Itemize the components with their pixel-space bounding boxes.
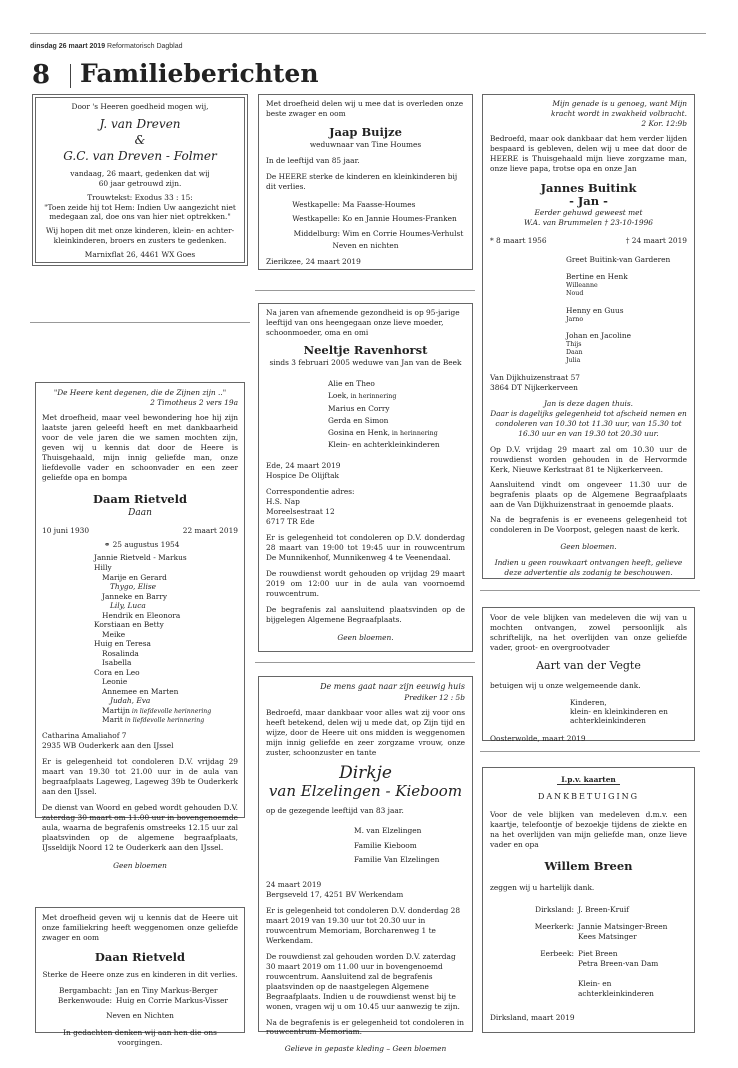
family-member-name: Judah, Eva [110, 696, 151, 706]
relative-names: Gosina en Henk, [328, 427, 390, 437]
family-member [94, 601, 238, 610]
family-member-name: Thygo, Elise [110, 582, 157, 592]
buitink-sub-1: Eerder gehuwd geweest met [534, 208, 643, 218]
newspaper-name: Reformatorisch Dagblad [107, 43, 183, 50]
family-member [94, 677, 238, 686]
elz-relative-1: M. van Elzelingen [354, 826, 422, 836]
buitink-home-1: Jan is deze dagen thuis. [543, 399, 634, 409]
relative-row [328, 390, 465, 402]
relative-names [578, 922, 667, 942]
family-member [94, 573, 238, 582]
buijze-intro: Met droefheid delen wij u mee dat is overleden onze beste zwager en oom [266, 99, 464, 118]
daan-names-1: Jan en Tiny Markus-Berger [116, 986, 218, 996]
buitink-died: † 24 maart 2019 [625, 236, 687, 246]
relative-row [328, 439, 465, 451]
family-member [94, 649, 238, 658]
daan-relatives [42, 986, 238, 1006]
buitink-home-2: Daar is dagelijks gelegenheid tot afscheid nemen en condoleren van 10.30 tot 11.30 uur, van 15.30 tot 16.30 uur en van 19.30 tot 20.30 uur. [490, 409, 687, 439]
buitink-nickname: - Jan - [569, 194, 608, 209]
buitink-after: Na de begrafenis is er eveneens gelegenheid tot condoleren in De Voorpost, gelegen naast de kerk. [490, 515, 687, 535]
family-member-name: Rosalinda [102, 648, 139, 658]
rietveld-intro: Met droefheid, maar veel bewondering hoe hij zijn laatste jaren geleefd heeft en met dankbaarheid voor de vele jaren die we samen mochten zijn, geven wij u kennis dat door de Heere is Thuisgehaald, mijn innig geliefde man, onze liefdevolle vader en schoonvader en een zeer geliefde opa en bompa [42, 412, 238, 482]
dreven-text: vandaag, 26 maart, gedenken dat wij 60 jaar getrouwd zijn. [70, 168, 210, 188]
relative-name: J. Breen-Kruif [578, 905, 629, 915]
title-divider [70, 64, 71, 88]
daan-footer: In gedachten denken wij aan hen die ons voorgingen. [63, 1028, 217, 1048]
family-parents: Johan en Jacoline [566, 330, 631, 340]
elz-relative-2: Familie Kieboom [354, 840, 417, 850]
family-member-note: in liefdevolle herinnering [122, 717, 205, 725]
separator [255, 290, 475, 291]
daan-nephews: Neven en Nichten [106, 1011, 174, 1021]
notice-aart-van-der-vegte [482, 607, 695, 744]
buitink-wife: Greet Buitink-van Garderen [566, 255, 671, 265]
dreven-hope: Wij hopen dit met onze kinderen, klein- en achter-kleinkinderen, broers en zusters te gedenken. [45, 226, 235, 246]
buijze-place-2: Westkapelle: [292, 214, 340, 224]
issue-date: dinsdag 26 maart 2019 [30, 43, 106, 50]
breen-intro: Voor de vele blijken van medeleven d.m.v. een kaartje, telefoontje of bezoekje tijdens de ziekte en na het overlijden van mijn geliefde man, onze lieve vader en opa [490, 809, 687, 849]
daan-place-1: Bergambacht: [59, 986, 112, 996]
relative-names: Gerda en Simon [328, 415, 389, 425]
vegte-signature [490, 699, 687, 726]
buijze-sub: weduwnaar van Tine Houmes [309, 140, 422, 150]
family-parents: Bertine en Henk [566, 272, 628, 282]
separator [255, 662, 475, 663]
buijze-nephews: Neven en nichten [332, 240, 399, 250]
dreven-name-1: J. van Dreven [99, 116, 181, 131]
ravenhorst-corr-2: Moreelsestraat 12 [266, 506, 335, 516]
relative-row [490, 922, 687, 942]
elz-intro: Bedroefd, maar dankbaar voor alles wat zij voor ons heeft betekend, delen wij u mede dat, op Zijn tijd en wijze, door de Heere uit ons midden is weggenomen mijn innig geliefde en zeer zorgzame vrouw, onze zuster, schoonzuster en tante [266, 707, 465, 757]
vegte-sig-2: klein- en kleinkinderen en [570, 706, 668, 716]
separator [30, 322, 250, 323]
vegte-sig-3: achterkleinkinderen [570, 715, 646, 725]
family-group [566, 306, 687, 324]
ravenhorst-name: Neeltje Ravenhorst [303, 342, 428, 357]
notice-jaap-buijze [258, 94, 473, 270]
separator [480, 751, 700, 752]
ravenhorst-corr-label: Correspondentie adres: [266, 486, 355, 496]
family-member [94, 592, 238, 601]
family-member-name: Leonie [102, 677, 128, 687]
breen-thanks: zeggen wij u hartelijk dank. [490, 883, 595, 893]
page-number: 8 [32, 60, 51, 90]
buitink-flowers: Geen bloemen. [560, 542, 617, 552]
relative-name: Petra Breen-van Dam [578, 959, 659, 969]
ravenhorst-sub: sinds 3 februari 2005 weduwe van Jan van de Beek [269, 358, 462, 368]
rietveld-married-row [42, 540, 238, 550]
elz-age: op de gezegende leeftijd van 83 jaar. [266, 806, 404, 816]
relative-row [328, 427, 465, 439]
vegte-footer: Oosterwolde, maart 2019 [490, 734, 586, 744]
elz-verse: De mens gaat naar zijn eeuwig huis [320, 682, 465, 691]
vegte-name: Aart van der Vegte [536, 658, 641, 672]
notice-dirkje-van-elzelingen [258, 676, 473, 1054]
relative-name: Kees Matsinger [578, 932, 637, 942]
rietveld-married: 25 augustus 1954 [112, 539, 180, 549]
buijze-name: Jaap Buijze [329, 124, 402, 139]
rietveld-wife: Jannie Rietveld - Markus [94, 553, 187, 563]
family-member-name: Annemee en Marten [102, 686, 179, 696]
family-group [566, 331, 687, 366]
buijze-place-3: Middelburg: [293, 228, 340, 238]
ravenhorst-relatives [266, 378, 465, 450]
ravenhorst-condolence: Er is gelegenheid tot condoleren op D.V. donderdag 28 maart van 19:00 tot 19:45 uur in rouwcentrum De Munnikenhof, Munnikenweg 4 te Veenendaal. [266, 532, 465, 562]
section-title: Familieberichten [80, 59, 319, 88]
elz-address: Bergseveld 17, 4251 BV Werkendam [266, 889, 404, 899]
vegte-thanks: betuigen wij u onze welgemeende dank. [490, 680, 641, 690]
ravenhorst-flowers: Geen bloemen. [337, 632, 394, 642]
buijze-names-2: Ko en Jannie Houmes-Franken [342, 214, 457, 224]
elz-flowers-1: Gelieve in gepaste kleding [284, 1044, 385, 1054]
elz-verse-ref: Prediker 12 : 5b [404, 692, 465, 702]
daan-names-2: Huig en Corrie Markus-Visser [116, 996, 228, 1006]
elz-flowers [266, 1044, 465, 1054]
buitink-service: Op D.V. vrijdag 29 maart zal om 10.30 uur de rouwdienst worden gehouden in de Hervormde Kerk, Nieuwe Kerkstraat 81 te Nijkerkerveen. [490, 445, 687, 475]
family-member-name: Marije en Gerard [102, 572, 167, 582]
family-child: Noud [566, 290, 584, 298]
dreven-verse-ref: Trouwtekst: Exodus 33 : 15: [87, 192, 193, 202]
relative-row [490, 949, 687, 969]
relative-note: in herinnering [389, 429, 438, 437]
vegte-intro: Voor de vele blijken van medeleven die wij van u mochten ontvangen, zowel persoonlijk als schriftelijk, na het overlijden van onze geliefde vader, groot- en overgrootvader [490, 613, 687, 652]
family-member-name: Janneke en Barry [102, 591, 168, 601]
family-member [94, 620, 238, 629]
buitink-address-2: 3864 DT Nijkerkerveen [490, 383, 578, 393]
breen-tag: I.p.v. kaarten [557, 775, 620, 785]
dreven-name-2: G.C. van Dreven - Folmer [63, 149, 217, 164]
breen-footer: Dirksland, maart 2019 [490, 1013, 575, 1023]
family-member [94, 658, 238, 667]
family-member-name: Marit [102, 715, 123, 725]
vegte-sig-1: Kinderen, [570, 697, 607, 707]
buijze-relatives [266, 198, 465, 240]
family-child: Thijs [566, 340, 582, 348]
notice-neeltje-ravenhorst [258, 303, 473, 652]
relative-names: Alie en Theo [328, 379, 375, 389]
ravenhorst-hospice: Hospice De Olijftak [266, 470, 339, 480]
ravenhorst-corr-1: H.S. Nap [266, 496, 300, 506]
rietveld-name: Daam Rietveld [92, 491, 187, 506]
family-child: Willeanne [566, 282, 598, 290]
notice-van-dreven [35, 97, 245, 263]
elz-relatives [266, 824, 465, 867]
rietveld-family [42, 553, 238, 725]
buitink-verse: Mijn genade is u genoeg, want Mijn kracht wordt in zwakheid volbracht. [550, 99, 687, 118]
daan-name: Daan Rietveld [94, 949, 186, 964]
relative-place: Dirksland: [535, 905, 574, 915]
family-member-name: Lily, Luca [110, 601, 146, 611]
elz-date: 24 maart 2019 [266, 879, 322, 889]
family-member [94, 582, 238, 591]
separator [480, 590, 700, 591]
relative-name: Piet Breen [578, 949, 618, 959]
buitink-verse-ref: 2 Kor. 12:9b [641, 118, 687, 128]
family-member [94, 630, 238, 639]
relative-names: Klein- en achterkleinkinderen [328, 439, 440, 449]
dreven-address: Marnixflat 26, 4461 WX Goes [84, 250, 196, 260]
rings-icon: ⚭ [104, 539, 111, 549]
relative-name: Jannie Matsinger-Breen [578, 922, 668, 932]
relative-note: in herinnering [348, 393, 397, 401]
buijze-names-1: Ma Faasse-Houmes [342, 200, 416, 210]
buijze-footer: Zierikzee, 24 maart 2019 [266, 256, 361, 266]
buijze-age: In de leeftijd van 85 jaar. [266, 156, 360, 166]
elz-condolence: Er is gelegenheid tot condoleren D.V. donderdag 28 maart 2019 van 19.30 uur tot 20.30 uur in rouwcentrum Memoriam, Borcharenweg 1 te Werkendam. [266, 905, 461, 945]
notice-daan-rietveld [35, 907, 245, 1048]
rietveld-condolence: Er is gelegenheid tot condoleren D.V. vrijdag 29 maart van 19.30 tot 21.00 uur in de aula van begraafplaats Lageweg, Lageweg 39b te Ouderkerk aan den IJssel. [42, 757, 238, 797]
buitink-burial: Aansluitend vindt om ongeveer 11.30 uur de begrafenis plaats op de Algemene Begraafplaats aan de Van Dijkhuizenstraat in genoemde plaats. [490, 480, 687, 510]
elz-dash: – [386, 1044, 391, 1054]
dreven-verse: "Toen zeide hij tot Hem: Indien Uw aangezicht niet medegaan zal, doe ons van hier niet optrekken." [44, 202, 236, 222]
buitink-sub-2: W.A. van Brummelen † 23-10-1996 [524, 218, 653, 228]
family-member-note: in liefdevolle herinnering [129, 707, 212, 715]
family-member-name: Isabella [102, 658, 132, 668]
elz-name-1: Dirkje [339, 762, 392, 783]
family-member-name: Huig en Teresa [94, 639, 151, 649]
breen-name: Willem Breen [544, 858, 633, 873]
family-list [94, 563, 238, 725]
daan-faith: Sterke de Heere onze zus en kinderen in dit verlies. [42, 970, 238, 980]
family-member [94, 715, 238, 725]
notice-daam-rietveld [35, 382, 245, 871]
rietveld-verse: "De Heere kent degenen, die de Zijnen zijn .." [53, 388, 227, 397]
breen-grandkids: Klein- en achterkleinkinderen [578, 979, 654, 999]
breen-relatives [490, 905, 687, 969]
family-group [566, 272, 687, 298]
family-member [94, 639, 238, 648]
notice-jannes-buitink [482, 94, 695, 579]
buitink-note: Indien u geen rouwkaart ontvangen heeft, gelieve deze advertentie als zodanig te beschouwen. [494, 558, 683, 577]
buijze-names-3: Wim en Corrie Houmes-Verhulst [342, 228, 464, 238]
relative-row [328, 403, 465, 415]
family-member-name: Korstiaan en Betty [94, 620, 164, 630]
elz-relative-3: Familie Van Elzelingen [354, 855, 440, 865]
ravenhorst-place: Ede, 24 maart 2019 [266, 460, 341, 470]
elz-after: Na de begrafenis is er gelegenheid tot condoleren in rouwcentrum Memoriam. [266, 1017, 465, 1037]
relative-row [328, 415, 465, 427]
family-child: Julia [566, 357, 581, 365]
buijze-faith: De HEERE sterke de kinderen en kleinkinderen bij dit verlies. [266, 172, 458, 192]
buijze-place-1: Westkapelle: [292, 200, 340, 210]
ravenhorst-corr-3: 6717 TR Ede [266, 516, 315, 526]
family-member-name: Martijn [102, 705, 130, 715]
family-child: Jarno [566, 315, 584, 323]
dreven-ampersand: & [134, 133, 146, 148]
dreven-intro: Door 's Heeren goedheid mogen wij, [71, 102, 209, 111]
family-member [94, 668, 238, 677]
rietveld-nickname: Daan [128, 508, 152, 519]
relative-names: Marius en Corry [328, 403, 390, 413]
family-member-name: Hilly [94, 563, 112, 573]
relative-place: Meerkerk: [534, 922, 574, 932]
buitink-name: Jannes Buitink [540, 180, 637, 195]
family-member-name: Cora en Leo [94, 667, 140, 677]
rietveld-service: De dienst van Woord en gebed wordt gehouden D.V. zaterdag 30 maart om 11.00 uur in bovengenoemde aula, waarna de begrafenis omstreeks 12.15 uur zal plaatsvinden op de algemene begraafplaats, IJsseldijk Noord 12 te Ouderkerk aan den IJssel. [42, 803, 238, 853]
ravenhorst-service: De rouwdienst wordt gehouden op vrijdag 29 maart 2019 om 12:00 uur in de aula van voornoemd rouwcentrum. [266, 568, 465, 598]
notice-willem-breen [482, 767, 695, 1033]
family-parents: Henny en Guus [566, 305, 624, 315]
ravenhorst-intro: Na jaren van afnemende gezondheid is op 95-jarige leeftijd van ons heengegaan onze lieve moeder, schoonmoeder, oma en omi [266, 308, 460, 337]
family-member [94, 563, 238, 572]
elz-name-2: van Elzelingen - Kieboom [268, 782, 463, 801]
family-member [94, 696, 238, 705]
family-member [94, 706, 238, 716]
buitink-intro: Bedroefd, maar ook dankbaar dat hem verder lijden bespaard is gebleven, delen wij u mee dat door de HEERE is Thuisgehaald mijn lieve zorgzame man, onze lieve papa, trotse opa en onze Jan [490, 133, 687, 173]
ravenhorst-burial: De begrafenis zal aansluitend plaatsvinden op de bijgelegen Algemene Begraafplaats. [266, 604, 465, 624]
rietveld-died: 22 maart 2019 [182, 525, 238, 535]
relative-row [490, 905, 687, 915]
family-member-name: Hendrik en Eleonora [102, 610, 181, 620]
relative-names [578, 949, 658, 969]
rietveld-address-2: 2935 WB Ouderkerk aan den IJssel [42, 741, 174, 751]
family-member [94, 687, 238, 696]
daan-intro: Met droefheid geven wij u kennis dat de Heere uit onze familiekring heeft weggenomen onze geliefde zwager en oom [42, 913, 238, 942]
breen-heading: DANKBETUIGING [537, 791, 640, 801]
rietveld-born: 10 juni 1930 [42, 525, 90, 535]
elz-service: De rouwdienst zal gehouden worden D.V. zaterdag 30 maart 2019 om 11.00 uur in bovengenoemd rouwcentrum. Aansluitend zal de begrafenis plaatsvinden op de naastgelegen Algemene Begraafplaats. Indien u de rouwdienst wenst bij te wonen, vragen wij u om 10.45 uur aanwezig te zijn. [266, 951, 460, 1011]
top-rule [30, 33, 706, 34]
family-member-name: Meike [102, 629, 126, 639]
relative-place: Eerbeek: [540, 949, 574, 959]
rietveld-address-1: Catharina Amaliahof 7 [42, 731, 127, 741]
buitink-born: * 8 maart 1956 [490, 236, 547, 246]
daan-place-2: Berkenwoude: [57, 996, 112, 1006]
dateline [30, 43, 183, 50]
breen-tag-wrap [490, 775, 687, 785]
relative-names [578, 905, 629, 915]
buitink-address-1: Van Dijkhuizenstraat 57 [490, 373, 580, 383]
buitink-family [490, 255, 687, 365]
rietveld-verse-ref: 2 Timotheus 2 vers 19a [150, 397, 238, 407]
elz-flowers-2: Geen bloemen [392, 1044, 447, 1054]
relative-row [328, 378, 465, 390]
family-child: Daan [566, 348, 583, 356]
rietveld-flowers: Geen bloemen [113, 861, 167, 871]
family-member [94, 611, 238, 620]
buitink-family-list [566, 272, 687, 365]
relative-names: Loek, [328, 391, 349, 401]
